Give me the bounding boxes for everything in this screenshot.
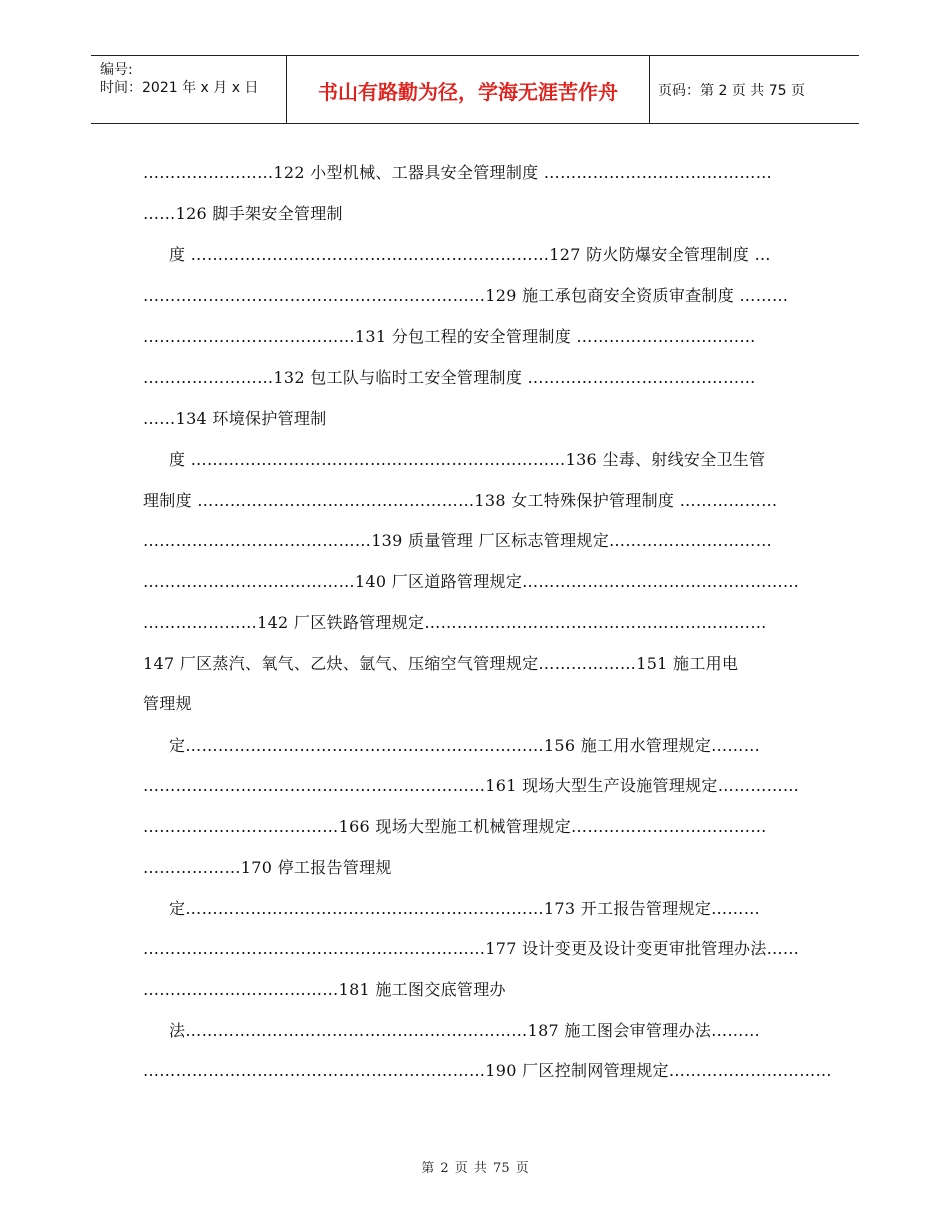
toc-line: ……134 环境保护管理制 xyxy=(143,409,327,428)
toc-line: 度 …………………………………………………………127 防火防爆安全管理制度 … xyxy=(169,245,771,264)
header-meta-cell xyxy=(91,56,287,123)
toc-line: ………………………………181 施工图交底管理办 xyxy=(143,980,506,999)
toc-line: ………………………………166 现场大型施工机械管理规定……………………………… xyxy=(143,817,767,836)
page-footer: 第 2 页 共 75 页 xyxy=(421,1161,529,1176)
toc-line: 147 厂区蒸汽、氧气、乙炔、氩气、压缩空气管理规定………………151 施工用电 xyxy=(143,654,739,673)
toc-line: ……126 脚手架安全管理制 xyxy=(143,204,343,223)
header-motto-cell xyxy=(287,56,650,123)
toc-line: ………………………………………………………129 施工承包商安全资质审查制度 ……… xyxy=(143,286,789,305)
toc-line: ………………………………………………………161 现场大型生产设施管理规定…………… xyxy=(143,776,800,795)
toc-line: 定…………………………………………………………156 施工用水管理规定……… xyxy=(169,736,761,755)
document-number-label: 编号: xyxy=(100,62,133,78)
header-motto: 书山有路勤为径，学海无涯苦作舟 xyxy=(318,80,618,104)
toc-line: ………………170 停工报告管理规 xyxy=(143,858,392,877)
header-page-cell xyxy=(650,56,859,123)
toc-line: 度 ……………………………………………………………136 尘毒、射线安全卫生管 xyxy=(169,450,766,469)
header-page-info: 页码：第 2 页 共 75 页 xyxy=(658,83,805,99)
document-time-label: 时间：2021 年 x 月 x 日 xyxy=(100,80,259,96)
toc-line: 管理规 xyxy=(143,694,192,713)
toc-line: 法………………………………………………………187 施工图会审管理办法……… xyxy=(169,1021,761,1040)
toc-line: ……………………………………139 质量管理 厂区标志管理规定………………………… xyxy=(143,531,773,550)
toc-line: 理制度 ……………………………………………138 女工特殊保护管理制度 ……………… xyxy=(143,491,778,510)
toc-line: ……………………132 包工队与临时工安全管理制度 …………………………………… xyxy=(143,368,756,387)
toc-line: …………………………………140 厂区道路管理规定…………………………………………… xyxy=(143,572,800,591)
toc-line: …………………………………131 分包工程的安全管理制度 …………………………… xyxy=(143,327,756,346)
toc-line: …………………142 厂区铁路管理规定……………………………………………………… xyxy=(143,613,767,632)
toc-line: ………………………………………………………177 设计变更及设计变更审批管理办法…… xyxy=(143,939,800,958)
toc-line: ……………………122 小型机械、工器具安全管理制度 …………………………………… xyxy=(143,163,773,182)
toc-line: 定…………………………………………………………173 开工报告管理规定……… xyxy=(169,899,761,918)
toc-line: ………………………………………………………190 厂区控制网管理规定………………………… xyxy=(143,1061,832,1080)
page-header xyxy=(91,55,859,124)
